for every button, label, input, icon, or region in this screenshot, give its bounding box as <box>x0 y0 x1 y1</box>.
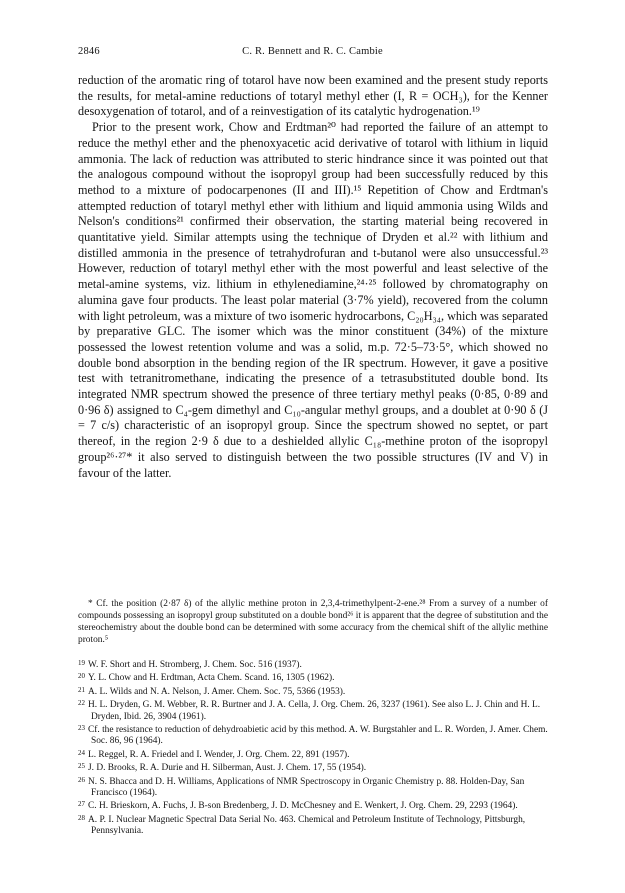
reference-item <box>78 813 548 838</box>
reference-text: Cf. the resistance to reduction of dehydroabietic acid by this method. A. W. Burgstahler and L. R. Worden, J. Amer. Chem. Soc. 86, 96 (1964). <box>88 725 548 747</box>
reference-text: L. Reggel, R. A. Friedel and I. Wender, J. Org. Chem. 22, 891 (1957). <box>88 749 350 760</box>
reference-text: A. P. I. Nuclear Magnetic Spectral Data Serial No. 463. Chemical and Petroleum Institute of Technology, Pittsburgh, Pennsylvania. <box>88 814 526 837</box>
running-title: C. R. Bennett and R. C. Cambie <box>242 46 383 57</box>
reference-text: J. D. Brooks, R. A. Durie and H. Silberman, Aust. J. Chem. 17, 55 (1954). <box>88 763 367 774</box>
page-number: 2846 <box>78 46 100 57</box>
reference-item <box>78 698 548 723</box>
footnote-text: * Cf. the position (2·87 δ) of the allylic methine proton in 2,3,4-trimethylpent-2-ene.²⁸ From a survey of a number of compounds possessing an isopropyl group substituted on a double bond²⁶ it is apparent that the degree of substitution and the stereochemistry about the double bond can be determined with some accuracy from the chemical shift of the allylic methine proton.⁵ <box>78 599 548 645</box>
reference-text: H. L. Dryden, G. M. Webber, R. R. Burtner and J. A. Cella, J. Org. Chem. 26, 3237 (1961). See also L. J. Chin and H. L. Dryden, Ibid. 26, 3904 (1961). <box>88 700 541 722</box>
reference-item <box>78 658 548 671</box>
paragraph: reduction of the aromatic ring of totarol have now been examined and the present study reports the results, for metal-amine reductions of totaryl methyl ether (I, R = OCH₃), for the Kenner desoxygenation of totarol, and of a reinvestigation of its catalytic hydrogenation.¹⁹ <box>78 73 548 119</box>
reference-item <box>78 799 548 812</box>
reference-text: A. L. Wilds and N. A. Nelson, J. Amer. Chem. Soc. 75, 5366 (1953). <box>88 686 346 697</box>
body-text <box>78 73 548 481</box>
reference-item <box>78 775 548 800</box>
reference-number: 19 <box>78 659 85 667</box>
reference-text: C. H. Brieskorn, A. Fuchs, J. B-son Bredenberg, J. D. McChesney and E. Wenkert, J. Org. Chem. 29, 2293 (1964). <box>88 801 518 812</box>
reference-text: Y. L. Chow and H. Erdtman, Acta Chem. Scand. 16, 1305 (1962). <box>88 673 335 684</box>
page-header <box>78 46 547 57</box>
reference-number: 24 <box>78 748 85 757</box>
reference-number: 27 <box>78 800 85 809</box>
reference-number: 20 <box>78 672 85 681</box>
reference-item <box>78 761 548 774</box>
reference-number: 22 <box>78 699 85 708</box>
reference-number: 26 <box>78 775 85 784</box>
reference-number: 21 <box>78 685 85 694</box>
footnote <box>78 598 548 646</box>
reference-list <box>78 658 548 838</box>
reference-text: N. S. Bhacca and D. H. Williams, Applications of NMR Spectroscopy in Organic Chemistry p. 88. Holden-Day, San Francisco (1964). <box>88 776 525 799</box>
reference-item <box>78 671 548 684</box>
paragraph: Prior to the present work, Chow and Erdtman²⁰ had reported the failure of an attempt to reduce the methyl ether and the phenoxyacetic acid derivative of totarol with lithium in liquid ammonia. The lack of reduction was attributed to steric hindrance since it was pointed out that the analogous compound without the isopropyl group had been successfully reduced by this method to a mixture of podocarpenones (II and III).¹⁵ Repetition of Chow and Erdtman's attempted reduction of totaryl methyl ether with lithium and liquid ammonia using Wilds and Nelson's conditions²¹ confirmed their observation, the starting material being recovered in quantitative yield. Similar attempts using the technique of Dryden et al.²² with lithium and distilled ammonia in the presence of tetrahydrofuran and t-butanol were also unsuccessful.²³ However, reduction of totaryl methyl ether with the most powerful and least selective of the metal-amine systems, viz. lithium in ethylenediamine,²⁴·²⁵ followed by chromatography on alumina gave four products. The least polar material (3·7% yield), recovered from the column with light petroleum, was a mixture of two isomeric hydrocarbons, C₂₀H₃₄, which was separated by preparative GLC. The isomer which was the minor constituent (34%) of the mixture possessed the lowest retention volume and was a solid, m.p. 72·5–73·5°, which showed no double bond absorption in the bending region of the IR spectrum. However, it gave a positive test with tetranitromethane, indicating the presence of a tetrasubstituted double bond. Its integrated NMR spectrum showed the presence of three tertiary methyl peaks (0·85, 0·89 and 0·96 δ) assigned to C₄-gem dimethyl and C₁₀-angular methyl groups, and a doublet at 0·90 δ (J = 7 c/s) characteristic of an isopropyl group. Since the spectrum showed no septet, or part thereof, in the region 2·9 δ due to a deshielded allylic C₁₈-methine proton of the isopropyl group²⁶·²⁷* it also served to distinguish between the two possible structures (IV and V) in favour of the latter. <box>78 120 548 480</box>
reference-item <box>78 723 548 748</box>
reference-number: 23 <box>78 724 85 733</box>
reference-number: 25 <box>78 762 85 771</box>
reference-text: W. F. Short and H. Stromberg, J. Chem. Soc. 516 (1937). <box>88 660 302 670</box>
reference-item <box>78 685 548 698</box>
reference-item <box>78 748 548 761</box>
reference-number: 28 <box>78 813 85 822</box>
